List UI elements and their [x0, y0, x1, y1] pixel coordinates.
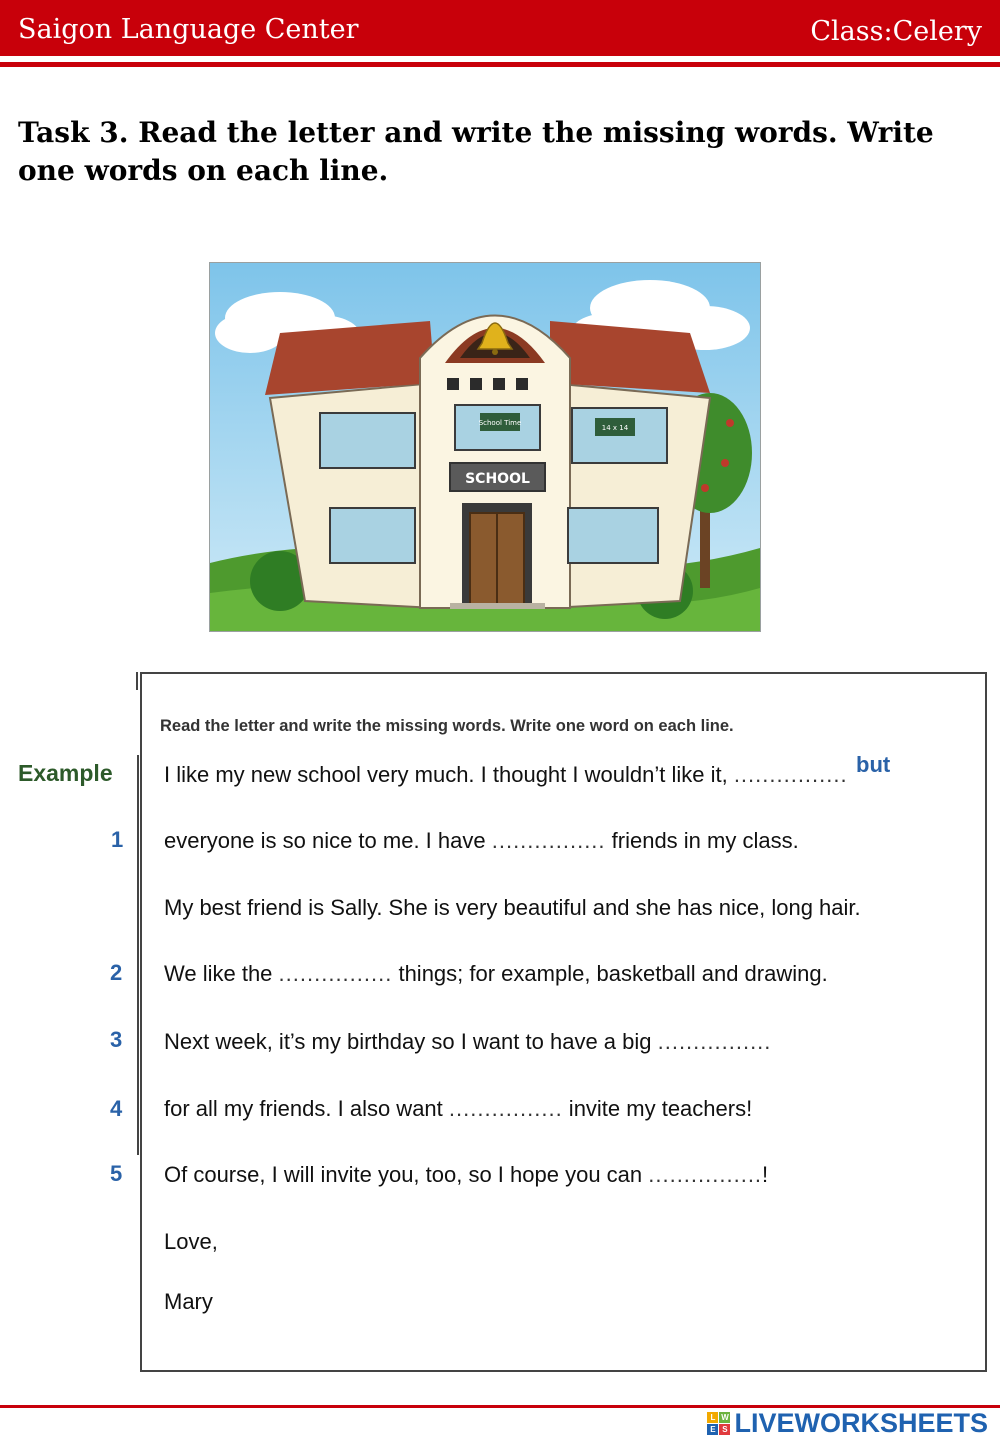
question-number-1: 1 — [111, 827, 124, 852]
line-text-after: invite my teachers! — [562, 1096, 753, 1121]
letter-line-4 — [164, 1096, 752, 1122]
school-sign-text: SCHOOL — [465, 471, 530, 487]
line-text: for all my friends. I also want — [164, 1096, 449, 1121]
line-text: We like the — [164, 961, 279, 986]
number-column-rule — [137, 755, 139, 1155]
logo-text: LIVEWORKSHEETS — [734, 1407, 988, 1438]
line-text: My best friend is Sally. She is very beautiful and she has nice, long hair. — [164, 895, 861, 920]
question-number-4: 4 — [110, 1096, 123, 1121]
answer-blank[interactable]: ................ — [733, 762, 848, 787]
letter-line-1 — [164, 828, 799, 854]
school-name: Saigon Language Center — [18, 14, 359, 45]
question-number-3: 3 — [110, 1027, 123, 1052]
header-rule — [0, 62, 1000, 67]
letter-closing: Love, — [164, 1229, 218, 1254]
letter-line-5 — [164, 1162, 768, 1188]
header-bar — [0, 0, 1000, 56]
class-label: Class:Celery — [810, 16, 982, 47]
example-label: Example — [18, 760, 113, 786]
school-illustration — [209, 262, 761, 632]
logo-cell: W — [721, 1412, 729, 1422]
letter-line-sally — [164, 895, 861, 921]
logo-cell: S — [719, 1424, 730, 1435]
line-text: Next week, it’s my birthday so I want to have a big — [164, 1029, 658, 1054]
line-text-after: ! — [762, 1162, 769, 1187]
box-corner-tick — [136, 672, 138, 690]
task-instruction: Task 3. Read the letter and write the missing words. Write one words on each line. — [18, 116, 934, 187]
letter-instruction: Read the letter and write the missing words. Write one word on each line. — [160, 717, 734, 735]
question-number-2: 2 — [110, 960, 123, 985]
board-2-text: 14 x 14 — [601, 424, 629, 432]
answer-blank-4[interactable]: ................ — [448, 1096, 563, 1121]
letter-line-example — [164, 762, 848, 788]
answer-blank-3[interactable]: ................ — [657, 1029, 772, 1054]
board-1-text: School Time — [478, 419, 522, 427]
answer-blank-1[interactable]: ................ — [491, 828, 606, 853]
line-text: Of course, I will invite you, too, so I hope you can — [164, 1162, 649, 1187]
example-answer: but — [856, 752, 891, 777]
letter-signature: Mary — [164, 1289, 213, 1314]
liveworksheets-logo[interactable] — [707, 1405, 988, 1441]
logo-cell: E — [707, 1424, 718, 1435]
answer-blank-5[interactable]: ................ — [648, 1162, 763, 1187]
line-text-after: things; for example, basketball and drawing. — [392, 961, 828, 986]
logo-cell: L — [707, 1412, 718, 1423]
letter-line-2 — [164, 961, 828, 987]
line-text-after: friends in my class. — [605, 828, 799, 853]
letter-line-3 — [164, 1029, 771, 1055]
question-number-5: 5 — [110, 1161, 123, 1186]
logo-grid-icon — [707, 1412, 730, 1435]
answer-blank-2[interactable]: ................ — [278, 961, 393, 986]
line-text: everyone is so nice to me. I have — [164, 828, 492, 853]
line-text: I like my new school very much. I thought I wouldn’t like it, — [164, 762, 734, 787]
